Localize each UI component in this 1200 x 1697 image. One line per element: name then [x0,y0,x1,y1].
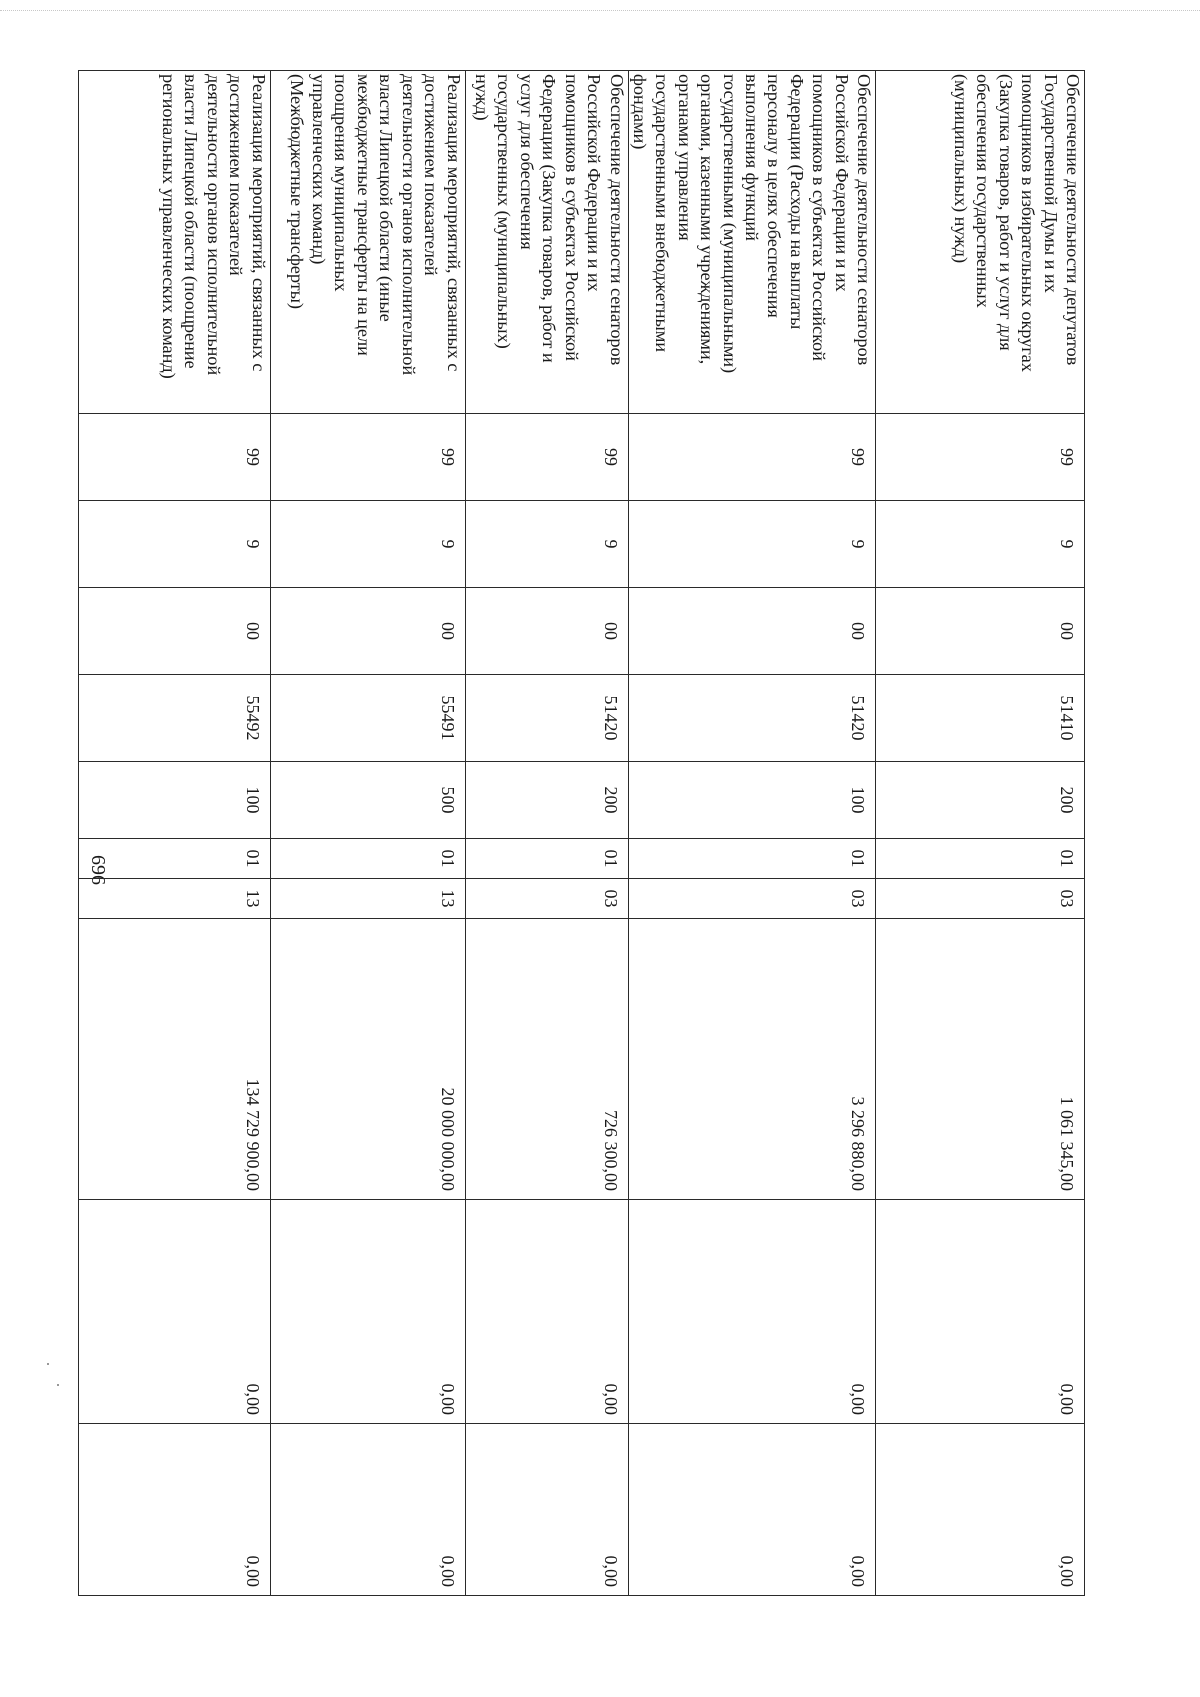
amount-year1-cell: 726 300,00 [465,919,628,1200]
description-line: нужд) [472,74,493,121]
description-line: услуг для обеспечения [516,74,537,250]
description-line: персоналу в целях обеспечения [764,74,785,318]
subsection-cell: 03 [876,879,1085,919]
description-line: органами, казенными учреждениями, [697,74,718,365]
code-main-activity-cell: 00 [270,588,465,675]
amount-year2-cell: 0,00 [876,1200,1085,1424]
amount-year3-cell: 0,00 [78,1424,270,1596]
description-line: Российской Федерации и их [831,74,852,292]
description-line: региональных управленческих команд) [158,74,179,379]
code-program-cell: 99 [628,414,875,501]
scan-speck [47,1363,49,1365]
code-program-cell: 99 [876,414,1085,501]
description-cell [876,71,1085,414]
code-main-activity-cell: 00 [78,588,270,675]
amount-year2-cell: 0,00 [628,1200,875,1424]
description-line: помощников в субъектах Российской [809,74,830,361]
amount-year2-cell: 0,00 [270,1200,465,1424]
code-program-cell: 99 [465,414,628,501]
description-line: фондами) [629,74,650,150]
description-line: управленческих команд) [309,74,330,265]
code-main-activity-cell: 00 [465,588,628,675]
description-line: Обеспечение деятельности депутатов [1063,74,1083,366]
description-line: Реализация мероприятий, связанных с [443,74,464,372]
table-body [78,71,1084,1596]
amount-year3-cell: 0,00 [876,1424,1085,1596]
expense-type-cell: 100 [628,762,875,839]
code-direction-cell: 51420 [628,675,875,762]
budget-table [78,70,1085,1596]
table-row [78,71,270,1596]
description-line: власти Липецкой области (поощрение [181,74,202,369]
description-line: Федерации (Расходы на выплаты [786,74,807,330]
description-line: Реализация мероприятий, связанных с [248,74,269,372]
description-line: Российской Федерации и их [584,74,605,292]
description-line: Государственной Думы и их [1040,74,1061,293]
description-line: поощрения муниципальных [331,74,352,292]
rotated-table-container [130,70,1085,1595]
description-line: (Межбюджетные трансферты) [286,74,307,309]
table-row [628,71,875,1596]
table-row [876,71,1085,1596]
amount-year3-cell: 0,00 [465,1424,628,1596]
code-subprogram-cell: 9 [270,501,465,588]
description-line: достижением показателей [226,74,247,276]
subsection-cell: 03 [628,879,875,919]
amount-year3-cell: 0,00 [628,1424,875,1596]
description-line: достижением показателей [421,74,442,276]
code-main-activity-cell: 00 [876,588,1085,675]
expense-type-cell: 500 [270,762,465,839]
description-line: власти Липецкой области (иные [376,74,397,322]
amount-year1-cell: 134 729 900,00 [78,919,270,1200]
amount-year1-cell: 20 000 000,00 [270,919,465,1200]
scan-speck [57,1384,59,1386]
description-line: (муниципальных) нужд) [950,74,971,264]
description-cell [465,71,628,414]
description-cell [270,71,465,414]
page-number: 696 [87,855,109,885]
description-line: (Закупка товаров, работ и услуг для [995,74,1016,351]
code-subprogram-cell: 9 [876,501,1085,588]
expense-type-cell: 200 [876,762,1085,839]
section-cell: 01 [876,839,1085,879]
code-program-cell: 99 [270,414,465,501]
code-direction-cell: 51420 [465,675,628,762]
description-line: органами управления [674,74,695,241]
code-direction-cell: 55492 [78,675,270,762]
section-cell: 01 [78,839,270,879]
description-line: помощников в избирательных округах [1018,74,1039,372]
code-subprogram-cell: 9 [628,501,875,588]
expense-type-cell: 200 [465,762,628,839]
amount-year3-cell: 0,00 [270,1424,465,1596]
description-line: помощников в субъектах Российской [561,74,582,361]
description-cell [628,71,875,414]
description-line: межбюджетные трансферты на цели [353,74,374,356]
description-line: деятельности органов исполнительной [203,74,224,376]
description-line: государственными внебюджетными [652,74,673,353]
code-direction-cell: 51410 [876,675,1085,762]
description-line: Федерации (Закупка товаров, работ и [539,74,560,363]
section-cell: 01 [465,839,628,879]
code-subprogram-cell: 9 [78,501,270,588]
subsection-cell: 13 [270,879,465,919]
amount-year2-cell: 0,00 [465,1200,628,1424]
code-subprogram-cell: 9 [465,501,628,588]
amount-year1-cell: 1 061 345,00 [876,919,1085,1200]
code-direction-cell: 55491 [270,675,465,762]
description-line: Обеспечение деятельности сенаторов [606,74,627,366]
section-cell: 01 [270,839,465,879]
description-line: государственных (муниципальных) [494,74,515,349]
description-line: выполнения функций [741,74,762,241]
amount-year2-cell: 0,00 [78,1200,270,1424]
description-line: обеспечения государственных [973,74,994,308]
section-cell: 01 [628,839,875,879]
table-row [270,71,465,1596]
code-main-activity-cell: 00 [628,588,875,675]
amount-year1-cell: 3 296 880,00 [628,919,875,1200]
description-line: Обеспечение деятельности сенаторов [854,74,874,366]
table-row [465,71,628,1596]
description-cell [78,71,270,414]
description-line: государственными (муниципальными) [719,74,740,374]
subsection-cell: 03 [465,879,628,919]
scan-edge-line [0,10,1200,11]
code-program-cell: 99 [78,414,270,501]
description-line: деятельности органов исполнительной [398,74,419,376]
subsection-cell: 13 [78,879,270,919]
expense-type-cell: 100 [78,762,270,839]
